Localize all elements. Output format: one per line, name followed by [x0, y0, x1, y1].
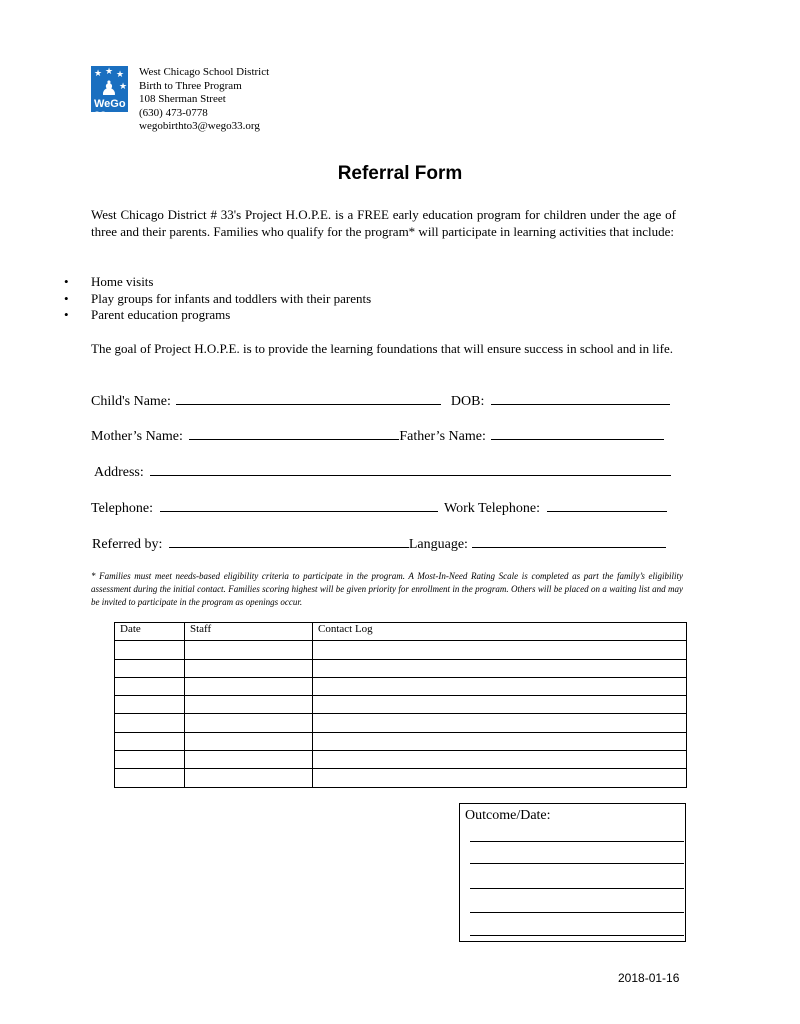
page-title: Referral Form: [337, 163, 463, 184]
referral-row: [92, 534, 666, 554]
staff-cell[interactable]: [185, 677, 313, 695]
referred-by-label: Referred by:: [92, 537, 163, 552]
staff-column-header: Staff: [185, 623, 313, 641]
contact-log-column-header: Contact Log: [313, 623, 687, 641]
date-cell[interactable]: [115, 659, 185, 677]
table-row: [115, 677, 687, 695]
district-name: West Chicago School District: [139, 66, 270, 78]
contact-log-cell[interactable]: [313, 769, 687, 787]
table-row: [115, 732, 687, 750]
contact-log-cell[interactable]: [313, 714, 687, 732]
table-row: [115, 769, 687, 787]
child-name-row: [91, 391, 670, 411]
telephone-label: Telephone:: [91, 501, 153, 516]
child-name-label: Child's Name:: [91, 394, 171, 409]
contact-log-table: [114, 622, 687, 788]
staff-cell[interactable]: [185, 641, 313, 659]
language-field[interactable]: [472, 534, 666, 548]
eligibility-footnote: * Families must meet needs-based eligibility criteria to participate in the program. A Most-In-Need Rating Scale is completed as part the family’s eligibility assessment during the initial contact. Families scoring highest will be given priority for enrollment in the program. Others will be placed on a waiting list and may be invited to participate in the program as openings occur.: [91, 571, 683, 607]
dob-label: DOB:: [450, 394, 485, 409]
email-address[interactable]: wegobirthto3@wego33.org: [139, 120, 260, 132]
list-item: • Play groups for infants and toddlers with their parents: [64, 291, 371, 308]
table-row: [115, 751, 687, 769]
address-field[interactable]: [150, 462, 671, 476]
contact-log-cell[interactable]: [313, 696, 687, 714]
logo-text: WeGo 33: [94, 98, 126, 122]
mother-name-label: Mother’s Name:: [91, 429, 183, 444]
parents-row: [91, 426, 664, 446]
phone-number: (630) 473-0778: [139, 106, 208, 119]
table-row: [115, 641, 687, 659]
contact-log-cell[interactable]: [313, 677, 687, 695]
table-row: [115, 696, 687, 714]
child-name-field[interactable]: [176, 391, 441, 405]
outcome-line[interactable]: [470, 863, 684, 864]
mother-name-field[interactable]: [189, 426, 399, 440]
contact-log-cell[interactable]: [313, 641, 687, 659]
dob-field[interactable]: [491, 391, 670, 405]
goal-paragraph: The goal of Project H.O.P.E. is to provide the learning foundations that will ensure success in school and in life.: [91, 341, 673, 356]
date-cell[interactable]: [115, 769, 185, 787]
outcome-label: Outcome/Date:: [465, 808, 551, 823]
contact-log-cell[interactable]: [313, 751, 687, 769]
telephone-field[interactable]: [160, 498, 438, 512]
staff-cell[interactable]: [185, 769, 313, 787]
outcome-line[interactable]: [470, 888, 684, 889]
date-cell[interactable]: [115, 751, 185, 769]
address-label: Address:: [94, 465, 144, 480]
outcome-line[interactable]: [470, 912, 684, 913]
date-cell[interactable]: [115, 714, 185, 732]
list-item: • Home visits: [64, 274, 371, 291]
date-cell[interactable]: [115, 696, 185, 714]
address-row: [94, 462, 671, 482]
program-name: Birth to Three Program: [139, 79, 242, 92]
work-telephone-label: Work Telephone:: [444, 501, 540, 516]
district-logo: ★ ★ ★ ★ ♟ WeGo 33: [91, 66, 128, 112]
work-telephone-field[interactable]: [547, 498, 667, 512]
list-item: • Parent education programs: [64, 307, 371, 324]
language-label: Language:: [408, 537, 468, 552]
date-column-header: Date: [115, 623, 185, 641]
outcome-line[interactable]: [470, 841, 684, 842]
staff-cell[interactable]: [185, 696, 313, 714]
referred-by-field[interactable]: [169, 534, 409, 548]
footer-date: 2018-01-16: [618, 971, 680, 985]
outcome-box: [459, 803, 686, 942]
date-cell[interactable]: [115, 732, 185, 750]
date-cell[interactable]: [115, 641, 185, 659]
activity-list: [64, 274, 371, 324]
table-row: [115, 659, 687, 677]
staff-cell[interactable]: [185, 732, 313, 750]
staff-cell[interactable]: [185, 659, 313, 677]
outcome-line[interactable]: [470, 935, 684, 936]
contact-log-cell[interactable]: [313, 659, 687, 677]
street-address: 108 Sherman Street: [139, 93, 226, 105]
intro-paragraph: West Chicago District # 33's Project H.O.P.E. is a FREE early education program for children under the age of three and their parents. Families who qualify for the program* will participate in learning activities that include:: [91, 207, 676, 239]
father-name-label: Father’s Name:: [399, 429, 486, 444]
table-header-row: [115, 623, 687, 641]
children-figure-icon: ♟: [100, 76, 118, 100]
district-address-block: [139, 66, 269, 134]
table-row: [115, 714, 687, 732]
telephone-row: [91, 498, 667, 518]
staff-cell[interactable]: [185, 714, 313, 732]
staff-cell[interactable]: [185, 751, 313, 769]
father-name-field[interactable]: [491, 426, 664, 440]
contact-log-cell[interactable]: [313, 732, 687, 750]
date-cell[interactable]: [115, 677, 185, 695]
